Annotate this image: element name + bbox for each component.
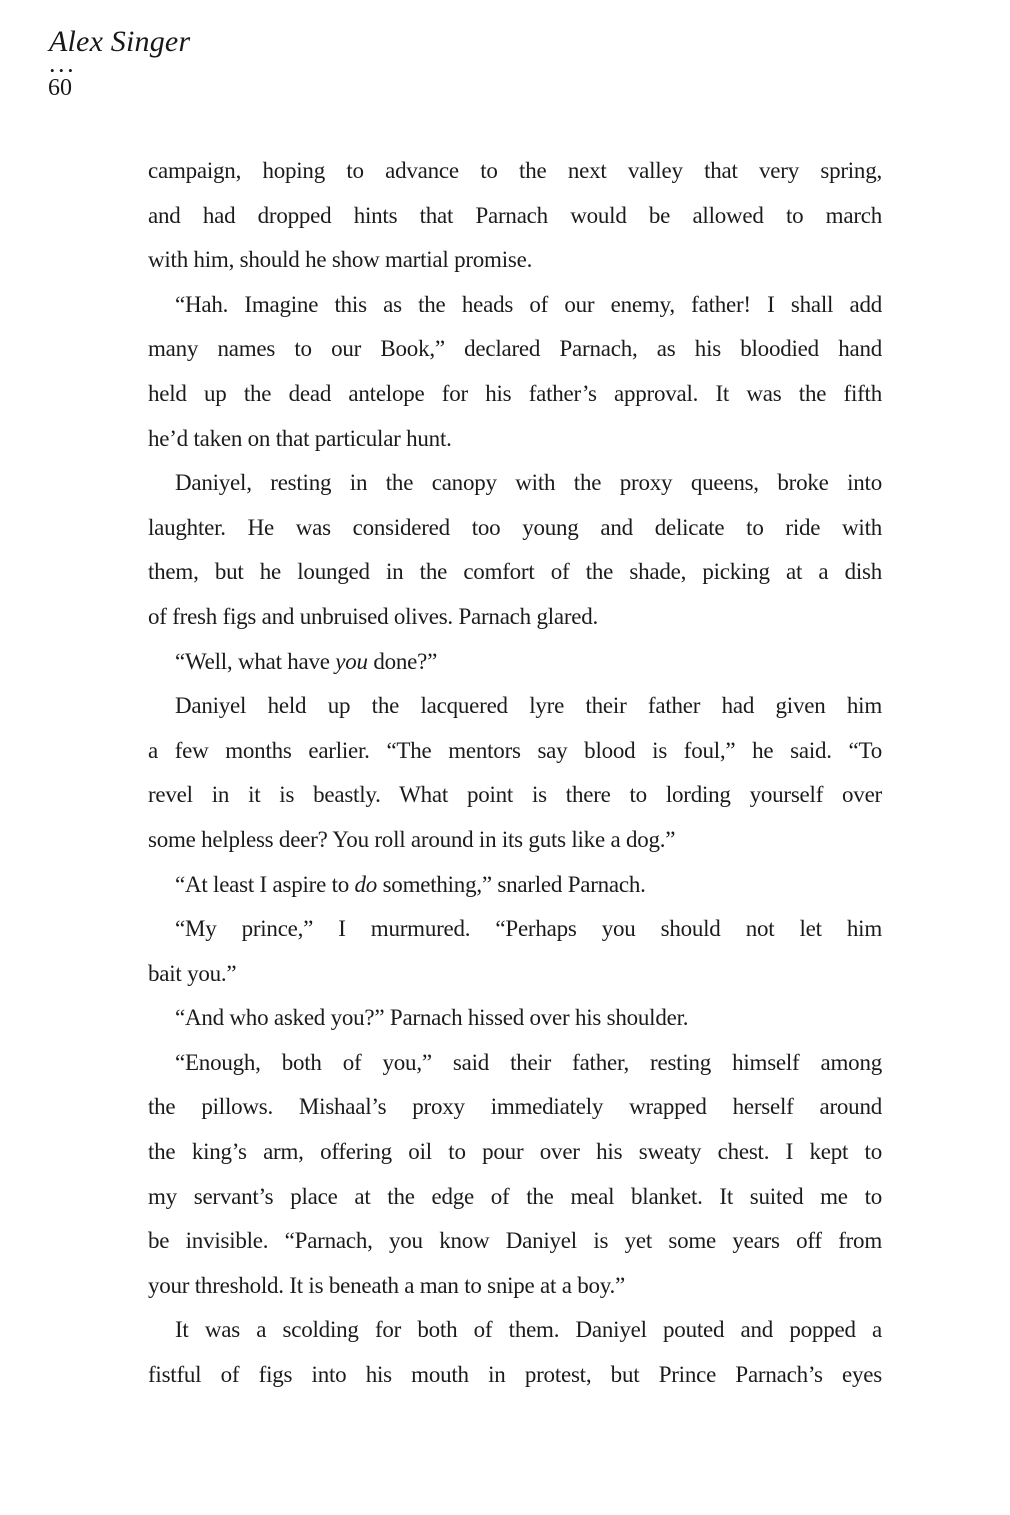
text-line: Daniyel held up the lacquered lyre their father had given him (175, 693, 882, 719)
header-separator-dots: ••• (50, 63, 78, 78)
text-line: a few months earlier. “The mentors say blood is foul,” he said. “To (148, 737, 882, 763)
text-line: “Well, what have you done?” (175, 648, 438, 674)
text-line: of fresh figs and unbruised olives. Parnach glared. (148, 603, 599, 629)
text-line: my servant’s place at the edge of the meal blanket. It suited me to (148, 1183, 882, 1209)
paragraph (148, 283, 882, 461)
paragraph (148, 863, 882, 908)
text-line: “At least I aspire to do something,” snarled Parnach. (175, 871, 646, 897)
paragraph (148, 1041, 882, 1309)
text-line: laughter. He was considered too young and delicate to ride with (148, 514, 882, 540)
paragraph (148, 149, 882, 283)
text-line: “And who asked you?” Parnach hissed over his shoulder. (175, 1005, 689, 1031)
text-line: revel in it is beastly. What point is there to lording yourself over (148, 782, 882, 808)
text-line: with him, should he show martial promise. (148, 247, 533, 273)
paragraph (148, 996, 882, 1041)
text-line: be invisible. “Parnach, you know Daniyel is yet some years off from (148, 1228, 882, 1254)
text-line: Daniyel, resting in the canopy with the proxy queens, broke into (175, 470, 882, 496)
text-line: your threshold. It is beneath a man to snipe at a boy.” (148, 1272, 626, 1298)
text-line: he’d taken on that particular hunt. (148, 425, 452, 451)
page-number: 60 (48, 75, 72, 101)
paragraph (148, 684, 882, 862)
text-line: the pillows. Mishaal’s proxy immediately wrapped herself around (148, 1094, 882, 1120)
page-text (148, 149, 882, 1398)
text-line: them, but he lounged in the comfort of the shade, picking at a dish (148, 559, 882, 585)
text-line: “Hah. Imagine this as the heads of our enemy, father! I shall add (175, 291, 882, 317)
text-line: some helpless deer? You roll around in its guts like a dog.” (148, 826, 676, 852)
paragraph (148, 907, 882, 996)
paragraph (148, 461, 882, 639)
text-line: It was a scolding for both of them. Daniyel pouted and popped a (175, 1317, 882, 1343)
text-line: held up the dead antelope for his father’s approval. It was the fifth (148, 380, 882, 406)
text-line: fistful of figs into his mouth in protest, but Prince Parnach’s eyes (148, 1362, 882, 1388)
text-line: “Enough, both of you,” said their father, resting himself among (175, 1049, 882, 1075)
text-line: campaign, hoping to advance to the next valley that very spring, (148, 158, 882, 183)
text-line: “My prince,” I murmured. “Perhaps you should not let him (175, 916, 882, 942)
paragraph (148, 1308, 882, 1397)
text-line: many names to our Book,” declared Parnach, as his bloodied hand (148, 336, 882, 362)
paragraph (148, 640, 882, 685)
text-line: and had dropped hints that Parnach would be allowed to march (148, 202, 882, 228)
text-line: bait you.” (148, 960, 237, 986)
running-header-author: Alex Singer (49, 25, 191, 58)
text-line: the king’s arm, offering oil to pour over his sweaty chest. I kept to (148, 1139, 882, 1165)
